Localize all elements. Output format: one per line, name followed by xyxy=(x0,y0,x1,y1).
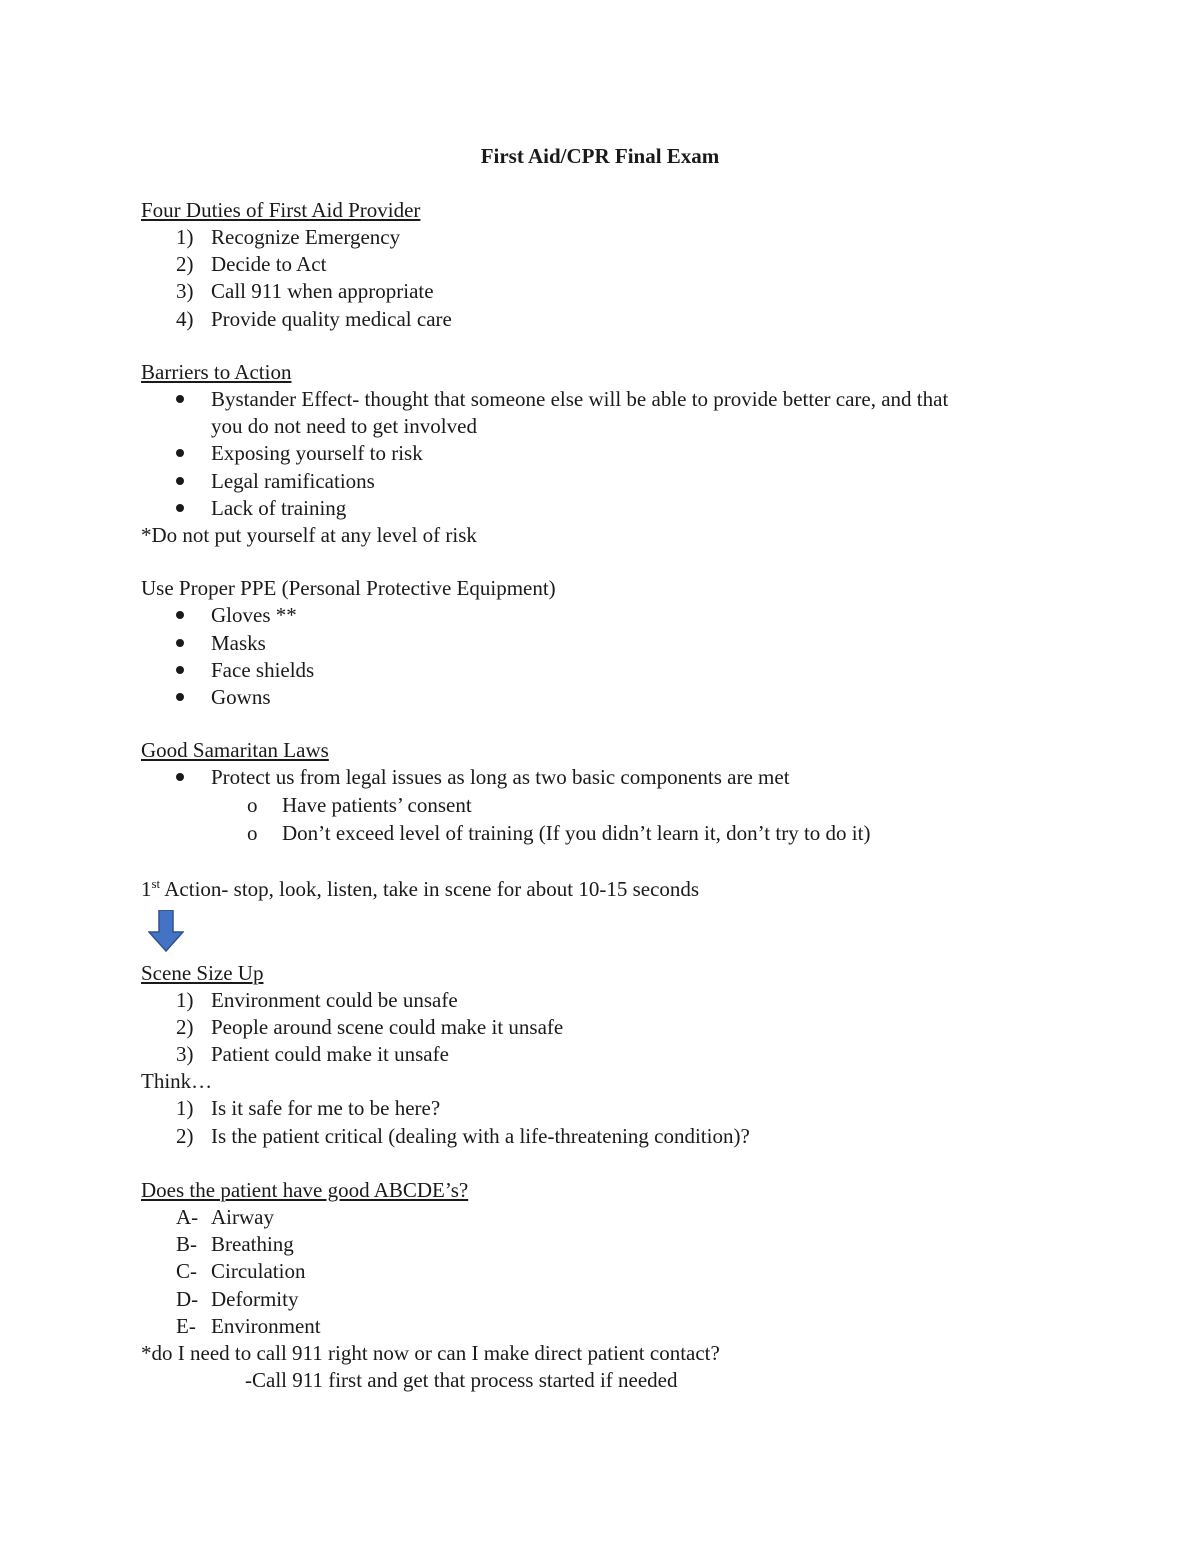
list-item: Circulation xyxy=(211,1259,306,1283)
bullet-icon xyxy=(176,395,184,403)
sub-list-item: Have patients’ consent xyxy=(282,793,472,817)
barriers-heading: Barriers to Action xyxy=(141,360,292,384)
list-letter: E- xyxy=(176,1314,196,1338)
list-item-continuation: you do not need to get involved xyxy=(211,414,477,438)
list-number: 1) xyxy=(176,988,194,1012)
list-item: Gloves ** xyxy=(211,603,297,627)
bullet-icon xyxy=(176,639,184,647)
list-number: 3) xyxy=(176,1042,194,1066)
list-letter: C- xyxy=(176,1259,197,1283)
abcde-note: *do I need to call 911 right now or can I make direct patient contact? xyxy=(141,1341,720,1365)
list-item: Breathing xyxy=(211,1232,294,1256)
barriers-note: *Do not put yourself at any level of risk xyxy=(141,523,477,547)
sub-list-item: Don’t exceed level of training (If you didn’t learn it, don’t try to do it) xyxy=(282,821,871,845)
list-item: People around scene could make it unsafe xyxy=(211,1015,564,1039)
bullet-icon xyxy=(176,504,184,512)
abcde-heading: Does the patient have good ABCDE’s? xyxy=(141,1178,469,1202)
duties-heading: Four Duties of First Aid Provider xyxy=(141,198,421,222)
first-action-text xyxy=(141,876,699,903)
bullet-icon xyxy=(176,773,184,781)
first-action-number: 1 xyxy=(141,877,152,901)
bullet-icon xyxy=(176,666,184,674)
bullet-icon xyxy=(176,449,184,457)
list-item: Provide quality medical care xyxy=(211,307,452,331)
document-title: First Aid/CPR Final Exam xyxy=(480,144,720,168)
list-item: Recognize Emergency xyxy=(211,225,401,249)
bullet-icon xyxy=(176,477,184,485)
list-number: 4) xyxy=(176,307,194,331)
list-number: 1) xyxy=(176,1096,194,1120)
first-action-ordinal: st xyxy=(151,876,161,891)
list-item: Environment xyxy=(211,1314,321,1338)
list-item: Airway xyxy=(211,1205,274,1229)
list-number: 2) xyxy=(176,1015,194,1039)
list-item: Bystander Effect- thought that someone else will be able to provide better care, and that xyxy=(211,387,949,411)
list-item: Exposing yourself to risk xyxy=(211,441,423,465)
sub-bullet-icon: o xyxy=(247,793,258,817)
bullet-icon xyxy=(176,611,184,619)
think-label: Think… xyxy=(141,1069,213,1093)
list-number: 2) xyxy=(176,1124,194,1148)
list-item: Face shields xyxy=(211,658,315,682)
list-number: 2) xyxy=(176,252,194,276)
list-item: Protect us from legal issues as long as two basic components are met xyxy=(211,765,790,789)
list-item: Environment could be unsafe xyxy=(211,988,458,1012)
list-number: 3) xyxy=(176,279,194,303)
list-item: Call 911 when appropriate xyxy=(211,279,434,303)
list-item: Legal ramifications xyxy=(211,469,375,493)
ppe-heading: Use Proper PPE (Personal Protective Equipment) xyxy=(141,576,556,600)
list-number: 1) xyxy=(176,225,194,249)
sub-bullet-icon: o xyxy=(247,821,258,845)
list-item: Decide to Act xyxy=(211,252,327,276)
list-item: Masks xyxy=(211,631,266,655)
list-letter: B- xyxy=(176,1232,197,1256)
bullet-icon xyxy=(176,693,184,701)
list-item: Gowns xyxy=(211,685,271,709)
scene-heading: Scene Size Up xyxy=(141,961,264,985)
list-letter: D- xyxy=(176,1287,199,1311)
samaritan-heading: Good Samaritan Laws xyxy=(141,738,329,762)
abcde-subnote: -Call 911 first and get that process started if needed xyxy=(245,1368,678,1392)
list-item: Lack of training xyxy=(211,496,347,520)
list-item: Patient could make it unsafe xyxy=(211,1042,449,1066)
list-item: Deformity xyxy=(211,1287,299,1311)
list-item: Is the patient critical (dealing with a life-threatening condition)? xyxy=(211,1124,750,1148)
down-arrow-icon xyxy=(148,910,184,952)
first-action-description: Action- stop, look, listen, take in scene for about 10-15 seconds xyxy=(160,877,700,901)
list-item: Is it safe for me to be here? xyxy=(211,1096,441,1120)
list-letter: A- xyxy=(176,1205,199,1229)
